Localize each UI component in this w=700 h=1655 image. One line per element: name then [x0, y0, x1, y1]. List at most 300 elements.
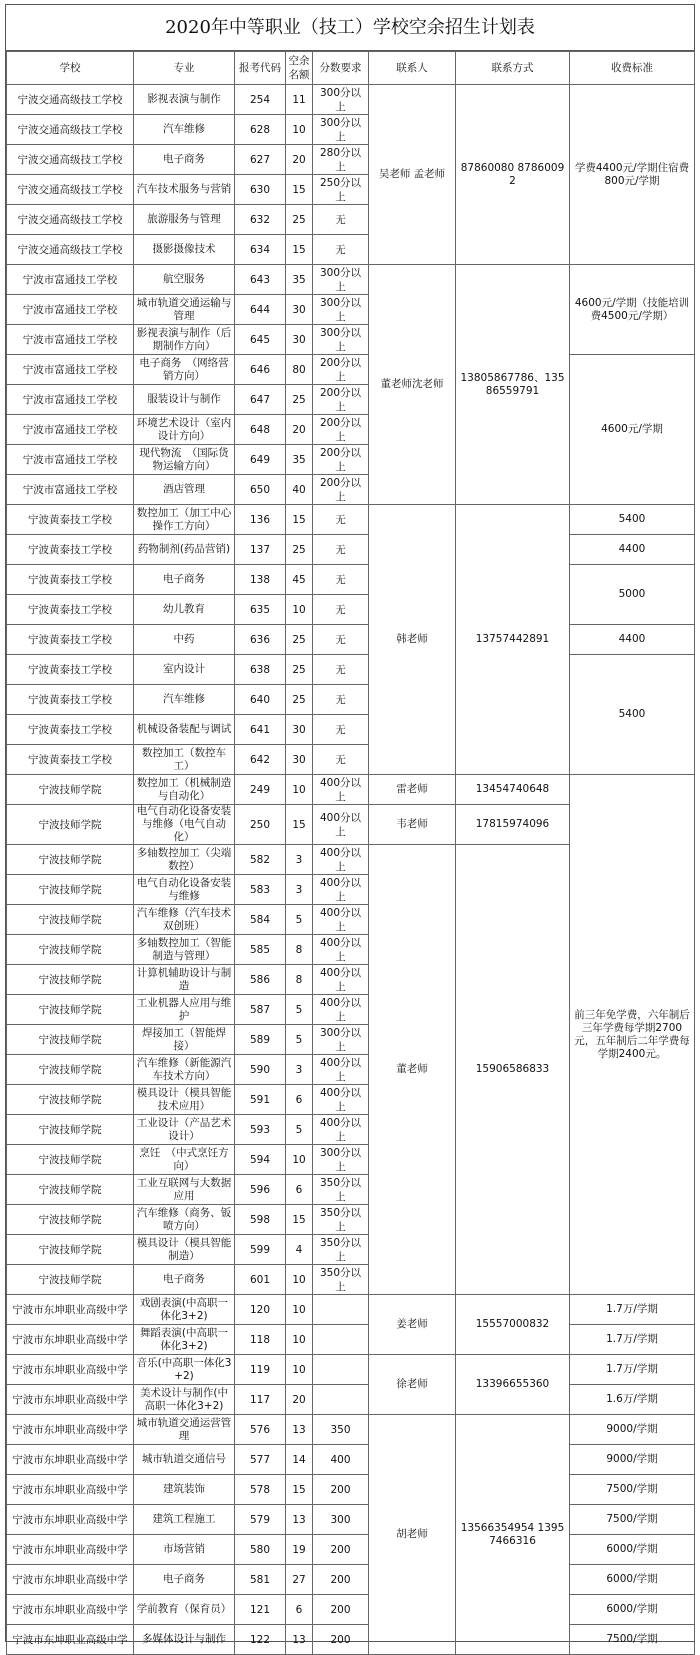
school-cell: 宁波技师学院 [7, 875, 134, 905]
quota-cell: 15 [286, 1205, 313, 1235]
code-cell: 644 [235, 295, 286, 325]
score-cell: 无 [313, 745, 369, 775]
contact-person-cell: 吴老师 孟老师 [369, 85, 456, 265]
major-cell: 音乐(中高职一体化3+2) [134, 1355, 235, 1385]
code-cell: 136 [235, 505, 286, 535]
score-cell [313, 1385, 369, 1415]
fee-cell: 9000/学期 [570, 1445, 695, 1475]
score-cell: 350分以上 [313, 1235, 369, 1265]
fee-cell: 学费4400元/学期住宿费800元/学期 [570, 85, 695, 265]
quota-cell: 10 [286, 1265, 313, 1295]
score-cell: 200分以上 [313, 355, 369, 385]
major-cell: 数控加工（数控车工） [134, 745, 235, 775]
major-cell: 模具设计（模具智能技术应用） [134, 1085, 235, 1115]
school-cell: 宁波市富通技工学校 [7, 415, 134, 445]
fee-cell: 7500/学期 [570, 1625, 695, 1655]
table-row [7, 505, 695, 535]
contact-person-cell: 胡老师 [369, 1415, 456, 1655]
header-fee: 收费标准 [570, 52, 695, 85]
fee-cell: 4600元/学期 [570, 355, 695, 505]
contact-phone-cell: 13805867786、13586559791 [456, 265, 570, 505]
code-cell: 640 [235, 685, 286, 715]
code-cell: 249 [235, 775, 286, 805]
table-row [7, 1565, 695, 1595]
school-cell: 宁波市富通技工学校 [7, 475, 134, 505]
table-row [7, 1535, 695, 1565]
score-cell: 300分以上 [313, 1025, 369, 1055]
school-cell: 宁波市富通技工学校 [7, 265, 134, 295]
quota-cell: 15 [286, 1475, 313, 1505]
table-row [7, 1385, 695, 1415]
major-cell: 市场营销 [134, 1535, 235, 1565]
score-cell: 无 [313, 595, 369, 625]
school-cell: 宁波技师学院 [7, 965, 134, 995]
major-cell: 电子商务 [134, 1565, 235, 1595]
major-cell: 数控加工（加工中心操作工方向） [134, 505, 235, 535]
code-cell: 137 [235, 535, 286, 565]
major-cell: 舞蹈表演(中高职一体化3+2) [134, 1325, 235, 1355]
school-cell: 宁波黄泰技工学校 [7, 535, 134, 565]
contact-person-cell: 徐老师 [369, 1355, 456, 1415]
fee-cell: 1.7万/学期 [570, 1325, 695, 1355]
score-cell: 无 [313, 655, 369, 685]
quota-cell: 25 [286, 685, 313, 715]
code-cell: 593 [235, 1115, 286, 1145]
school-cell: 宁波技师学院 [7, 1145, 134, 1175]
code-cell: 596 [235, 1175, 286, 1205]
score-cell: 200 [313, 1595, 369, 1625]
school-cell: 宁波交通高级技工学校 [7, 85, 134, 115]
table-row [7, 565, 695, 595]
major-cell: 汽车技术服务与营销 [134, 175, 235, 205]
major-cell: 酒店管理 [134, 475, 235, 505]
major-cell: 汽车维修（新能源汽车技术方向） [134, 1055, 235, 1085]
code-cell: 587 [235, 995, 286, 1025]
quota-cell: 10 [286, 1145, 313, 1175]
major-cell: 电子商务 [134, 1265, 235, 1295]
code-cell: 646 [235, 355, 286, 385]
score-cell: 200分以上 [313, 415, 369, 445]
score-cell: 400分以上 [313, 1115, 369, 1145]
score-cell: 200分以上 [313, 385, 369, 415]
major-cell: 中药 [134, 625, 235, 655]
quota-cell: 10 [286, 1355, 313, 1385]
quota-cell: 10 [286, 1295, 313, 1325]
code-cell: 635 [235, 595, 286, 625]
score-cell [313, 1295, 369, 1325]
header-code: 报考代码 [235, 52, 286, 85]
quota-cell: 10 [286, 115, 313, 145]
enrollment-plan-sheet [5, 4, 695, 1646]
code-cell: 580 [235, 1535, 286, 1565]
code-cell: 138 [235, 565, 286, 595]
table-row [7, 1625, 695, 1655]
score-cell: 400分以上 [313, 965, 369, 995]
score-cell: 200 [313, 1475, 369, 1505]
score-cell: 200分以上 [313, 445, 369, 475]
contact-phone-cell: 15906586833 [456, 845, 570, 1295]
header-school: 学校 [7, 52, 134, 85]
quota-cell: 10 [286, 595, 313, 625]
school-cell: 宁波市东坤职业高级中学 [7, 1475, 134, 1505]
code-cell: 254 [235, 85, 286, 115]
quota-cell: 20 [286, 145, 313, 175]
major-cell: 工业机器人应用与维护 [134, 995, 235, 1025]
quota-cell: 15 [286, 235, 313, 265]
fee-cell: 6000/学期 [570, 1565, 695, 1595]
major-cell: 航空服务 [134, 265, 235, 295]
quota-cell: 35 [286, 265, 313, 295]
fee-cell: 4400 [570, 535, 695, 565]
code-cell: 121 [235, 1595, 286, 1625]
table-row [7, 1475, 695, 1505]
score-cell: 350 [313, 1415, 369, 1445]
contact-person-cell: 韩老师 [369, 505, 456, 775]
code-cell: 641 [235, 715, 286, 745]
major-cell: 电子商务 （网络营销方向） [134, 355, 235, 385]
major-cell: 环境艺术设计（室内设计方向） [134, 415, 235, 445]
table-row [7, 1355, 695, 1385]
contact-person-cell: 董老师沈老师 [369, 265, 456, 505]
school-cell: 宁波市东坤职业高级中学 [7, 1565, 134, 1595]
major-cell: 戏剧表演(中高职一体化3+2) [134, 1295, 235, 1325]
school-cell: 宁波技师学院 [7, 845, 134, 875]
code-cell: 585 [235, 935, 286, 965]
quota-cell: 45 [286, 565, 313, 595]
table-row [7, 1415, 695, 1445]
code-cell: 578 [235, 1475, 286, 1505]
code-cell: 120 [235, 1295, 286, 1325]
quota-cell: 15 [286, 175, 313, 205]
school-cell: 宁波黄泰技工学校 [7, 505, 134, 535]
school-cell: 宁波市东坤职业高级中学 [7, 1505, 134, 1535]
table-row [7, 655, 695, 685]
code-cell: 599 [235, 1235, 286, 1265]
school-cell: 宁波市富通技工学校 [7, 445, 134, 475]
score-cell: 300分以上 [313, 325, 369, 355]
code-cell: 122 [235, 1625, 286, 1655]
score-cell: 250分以上 [313, 175, 369, 205]
quota-cell: 25 [286, 535, 313, 565]
fee-cell: 1.6万/学期 [570, 1385, 695, 1415]
table-row [7, 625, 695, 655]
major-cell: 现代物流 （国际货物运输方向） [134, 445, 235, 475]
major-cell: 汽车维修（商务、钣喷方向） [134, 1205, 235, 1235]
contact-phone-cell: 13566354954 13957466316 [456, 1415, 570, 1655]
score-cell: 无 [313, 565, 369, 595]
quota-cell: 3 [286, 875, 313, 905]
school-cell: 宁波市东坤职业高级中学 [7, 1415, 134, 1445]
score-cell: 400分以上 [313, 1055, 369, 1085]
quota-cell: 15 [286, 805, 313, 845]
school-cell: 宁波黄泰技工学校 [7, 745, 134, 775]
code-cell: 649 [235, 445, 286, 475]
code-cell: 601 [235, 1265, 286, 1295]
code-cell: 589 [235, 1025, 286, 1055]
school-cell: 宁波技师学院 [7, 905, 134, 935]
quota-cell: 5 [286, 1025, 313, 1055]
quota-cell: 25 [286, 205, 313, 235]
quota-cell: 30 [286, 745, 313, 775]
school-cell: 宁波技师学院 [7, 775, 134, 805]
major-cell: 城市轨道交通运营管理 [134, 1415, 235, 1445]
header-score: 分数要求 [313, 52, 369, 85]
score-cell: 400分以上 [313, 905, 369, 935]
table-row [7, 1595, 695, 1625]
score-cell: 280分以上 [313, 145, 369, 175]
fee-cell: 1.7万/学期 [570, 1355, 695, 1385]
major-cell: 城市轨道交通信号 [134, 1445, 235, 1475]
contact-person-cell: 雷老师 [369, 775, 456, 805]
score-cell: 300分以上 [313, 1145, 369, 1175]
major-cell: 计算机辅助设计与制造 [134, 965, 235, 995]
school-cell: 宁波交通高级技工学校 [7, 205, 134, 235]
score-cell: 无 [313, 685, 369, 715]
major-cell: 多轴数控加工（尖端数控） [134, 845, 235, 875]
school-cell: 宁波技师学院 [7, 805, 134, 845]
contact-phone-cell: 87860080 87860092 [456, 85, 570, 265]
school-cell: 宁波技师学院 [7, 1235, 134, 1265]
quota-cell: 6 [286, 1085, 313, 1115]
major-cell: 药物制剂(药品营销) [134, 535, 235, 565]
score-cell: 200 [313, 1625, 369, 1655]
quota-cell: 40 [286, 475, 313, 505]
fee-cell: 4600元/学期（技能培训费4500元/学期） [570, 265, 695, 355]
code-cell: 118 [235, 1325, 286, 1355]
quota-cell: 25 [286, 385, 313, 415]
code-cell: 119 [235, 1355, 286, 1385]
major-cell: 机械设备装配与调试 [134, 715, 235, 745]
major-cell: 摄影摄像技术 [134, 235, 235, 265]
school-cell: 宁波市富通技工学校 [7, 295, 134, 325]
quota-cell: 6 [286, 1595, 313, 1625]
code-cell: 583 [235, 875, 286, 905]
major-cell: 汽车维修 [134, 115, 235, 145]
table-row [7, 1325, 695, 1355]
quota-cell: 13 [286, 1505, 313, 1535]
major-cell: 建筑装饰 [134, 1475, 235, 1505]
header-major: 专业 [134, 52, 235, 85]
score-cell: 300分以上 [313, 265, 369, 295]
school-cell: 宁波市东坤职业高级中学 [7, 1535, 134, 1565]
page-title: 2020年中等职业（技工）学校空余招生计划表 [6, 5, 694, 51]
quota-cell: 80 [286, 355, 313, 385]
score-cell: 400 [313, 1445, 369, 1475]
school-cell: 宁波技师学院 [7, 1115, 134, 1145]
quota-cell: 14 [286, 1445, 313, 1475]
major-cell: 电气自动化设备安装与维修 [134, 875, 235, 905]
code-cell: 598 [235, 1205, 286, 1235]
major-cell: 室内设计 [134, 655, 235, 685]
header-contact-person: 联系人 [369, 52, 456, 85]
score-cell: 无 [313, 205, 369, 235]
major-cell: 影视表演与制作 [134, 85, 235, 115]
fee-cell: 5400 [570, 505, 695, 535]
score-cell: 200分以上 [313, 475, 369, 505]
school-cell: 宁波市东坤职业高级中学 [7, 1445, 134, 1475]
code-cell: 636 [235, 625, 286, 655]
contact-phone-cell: 13757442891 [456, 505, 570, 775]
school-cell: 宁波市富通技工学校 [7, 385, 134, 415]
code-cell: 591 [235, 1085, 286, 1115]
code-cell: 630 [235, 175, 286, 205]
quota-cell: 5 [286, 995, 313, 1025]
score-cell: 350分以上 [313, 1175, 369, 1205]
code-cell: 634 [235, 235, 286, 265]
major-cell: 城市轨道交通运输与管理 [134, 295, 235, 325]
table-row [7, 85, 695, 115]
major-cell: 建筑工程施工 [134, 1505, 235, 1535]
fee-cell: 9000/学期 [570, 1415, 695, 1445]
school-cell: 宁波交通高级技工学校 [7, 115, 134, 145]
table-row [7, 1445, 695, 1475]
school-cell: 宁波黄泰技工学校 [7, 685, 134, 715]
score-cell: 400分以上 [313, 935, 369, 965]
major-cell: 多媒体设计与制作 [134, 1625, 235, 1655]
score-cell: 无 [313, 235, 369, 265]
score-cell: 350分以上 [313, 1265, 369, 1295]
contact-person-cell: 韦老师 [369, 805, 456, 845]
major-cell: 学前教育（保育员） [134, 1595, 235, 1625]
major-cell: 数控加工（机械制造与自动化） [134, 775, 235, 805]
school-cell: 宁波市东坤职业高级中学 [7, 1625, 134, 1655]
quota-cell: 10 [286, 775, 313, 805]
code-cell: 643 [235, 265, 286, 295]
quota-cell: 3 [286, 1055, 313, 1085]
quota-cell: 19 [286, 1535, 313, 1565]
score-cell: 400分以上 [313, 995, 369, 1025]
quota-cell: 8 [286, 965, 313, 995]
contact-person-cell: 董老师 [369, 845, 456, 1295]
contact-person-cell: 姜老师 [369, 1295, 456, 1355]
quota-cell: 25 [286, 625, 313, 655]
code-cell: 642 [235, 745, 286, 775]
score-cell: 200 [313, 1535, 369, 1565]
code-cell: 594 [235, 1145, 286, 1175]
major-cell: 幼儿教育 [134, 595, 235, 625]
code-cell: 576 [235, 1415, 286, 1445]
quota-cell: 5 [286, 905, 313, 935]
score-cell: 400分以上 [313, 845, 369, 875]
quota-cell: 4 [286, 1235, 313, 1265]
code-cell: 627 [235, 145, 286, 175]
code-cell: 632 [235, 205, 286, 235]
school-cell: 宁波交通高级技工学校 [7, 145, 134, 175]
score-cell: 400分以上 [313, 875, 369, 905]
fee-cell: 前三年免学费，六年制后三年学费每学期2700元，五年制后二年学费每学期2400元。 [570, 775, 695, 1295]
fee-cell: 7500/学期 [570, 1505, 695, 1535]
school-cell: 宁波黄泰技工学校 [7, 655, 134, 685]
school-cell: 宁波交通高级技工学校 [7, 175, 134, 205]
quota-cell: 27 [286, 1565, 313, 1595]
quota-cell: 10 [286, 1325, 313, 1355]
table-body [7, 85, 695, 1655]
code-cell: 645 [235, 325, 286, 355]
code-cell: 250 [235, 805, 286, 845]
quota-cell: 30 [286, 295, 313, 325]
contact-phone-cell: 13454740648 [456, 775, 570, 805]
major-cell: 汽车维修 [134, 685, 235, 715]
major-cell: 工业互联网与大数据应用 [134, 1175, 235, 1205]
code-cell: 579 [235, 1505, 286, 1535]
major-cell: 焊接加工（智能焊接） [134, 1025, 235, 1055]
school-cell: 宁波黄泰技工学校 [7, 715, 134, 745]
major-cell: 汽车维修（汽车技术双创班） [134, 905, 235, 935]
school-cell: 宁波技师学院 [7, 935, 134, 965]
school-cell: 宁波技师学院 [7, 1175, 134, 1205]
fee-cell: 1.7万/学期 [570, 1295, 695, 1325]
school-cell: 宁波交通高级技工学校 [7, 235, 134, 265]
school-cell: 宁波市东坤职业高级中学 [7, 1595, 134, 1625]
header-row [7, 52, 695, 85]
major-cell: 电子商务 [134, 145, 235, 175]
score-cell: 无 [313, 535, 369, 565]
quota-cell: 3 [286, 845, 313, 875]
table-row [7, 265, 695, 295]
major-cell: 服装设计与制作 [134, 385, 235, 415]
fee-cell: 7500/学期 [570, 1475, 695, 1505]
score-cell: 400分以上 [313, 805, 369, 845]
enrollment-table [6, 51, 695, 1655]
score-cell [313, 1325, 369, 1355]
major-cell: 旅游服务与管理 [134, 205, 235, 235]
score-cell: 无 [313, 625, 369, 655]
code-cell: 638 [235, 655, 286, 685]
quota-cell: 13 [286, 1625, 313, 1655]
school-cell: 宁波市富通技工学校 [7, 355, 134, 385]
contact-phone-cell: 13396655360 [456, 1355, 570, 1415]
code-cell: 586 [235, 965, 286, 995]
score-cell: 300分以上 [313, 115, 369, 145]
fee-cell: 6000/学期 [570, 1595, 695, 1625]
school-cell: 宁波市富通技工学校 [7, 325, 134, 355]
score-cell: 无 [313, 505, 369, 535]
code-cell: 584 [235, 905, 286, 935]
school-cell: 宁波技师学院 [7, 1055, 134, 1085]
school-cell: 宁波市东坤职业高级中学 [7, 1295, 134, 1325]
quota-cell: 15 [286, 505, 313, 535]
table-row [7, 355, 695, 385]
header-quota: 空余名额 [286, 52, 313, 85]
score-cell: 350分以上 [313, 1205, 369, 1235]
school-cell: 宁波市东坤职业高级中学 [7, 1355, 134, 1385]
school-cell: 宁波黄泰技工学校 [7, 595, 134, 625]
school-cell: 宁波技师学院 [7, 1205, 134, 1235]
code-cell: 648 [235, 415, 286, 445]
code-cell: 582 [235, 845, 286, 875]
quota-cell: 6 [286, 1175, 313, 1205]
quota-cell: 20 [286, 415, 313, 445]
school-cell: 宁波技师学院 [7, 995, 134, 1025]
contact-phone-cell: 17815974096 [456, 805, 570, 845]
score-cell: 300 [313, 1505, 369, 1535]
school-cell: 宁波技师学院 [7, 1265, 134, 1295]
quota-cell: 30 [286, 325, 313, 355]
score-cell: 400分以上 [313, 775, 369, 805]
school-cell: 宁波技师学院 [7, 1025, 134, 1055]
quota-cell: 11 [286, 85, 313, 115]
table-row [7, 1295, 695, 1325]
score-cell: 无 [313, 715, 369, 745]
code-cell: 650 [235, 475, 286, 505]
table-row [7, 1505, 695, 1535]
score-cell: 300分以上 [313, 85, 369, 115]
table-row [7, 775, 695, 805]
quota-cell: 20 [286, 1385, 313, 1415]
score-cell: 300分以上 [313, 295, 369, 325]
major-cell: 影视表演与制作（后期制作方向） [134, 325, 235, 355]
major-cell: 电子商务 [134, 565, 235, 595]
